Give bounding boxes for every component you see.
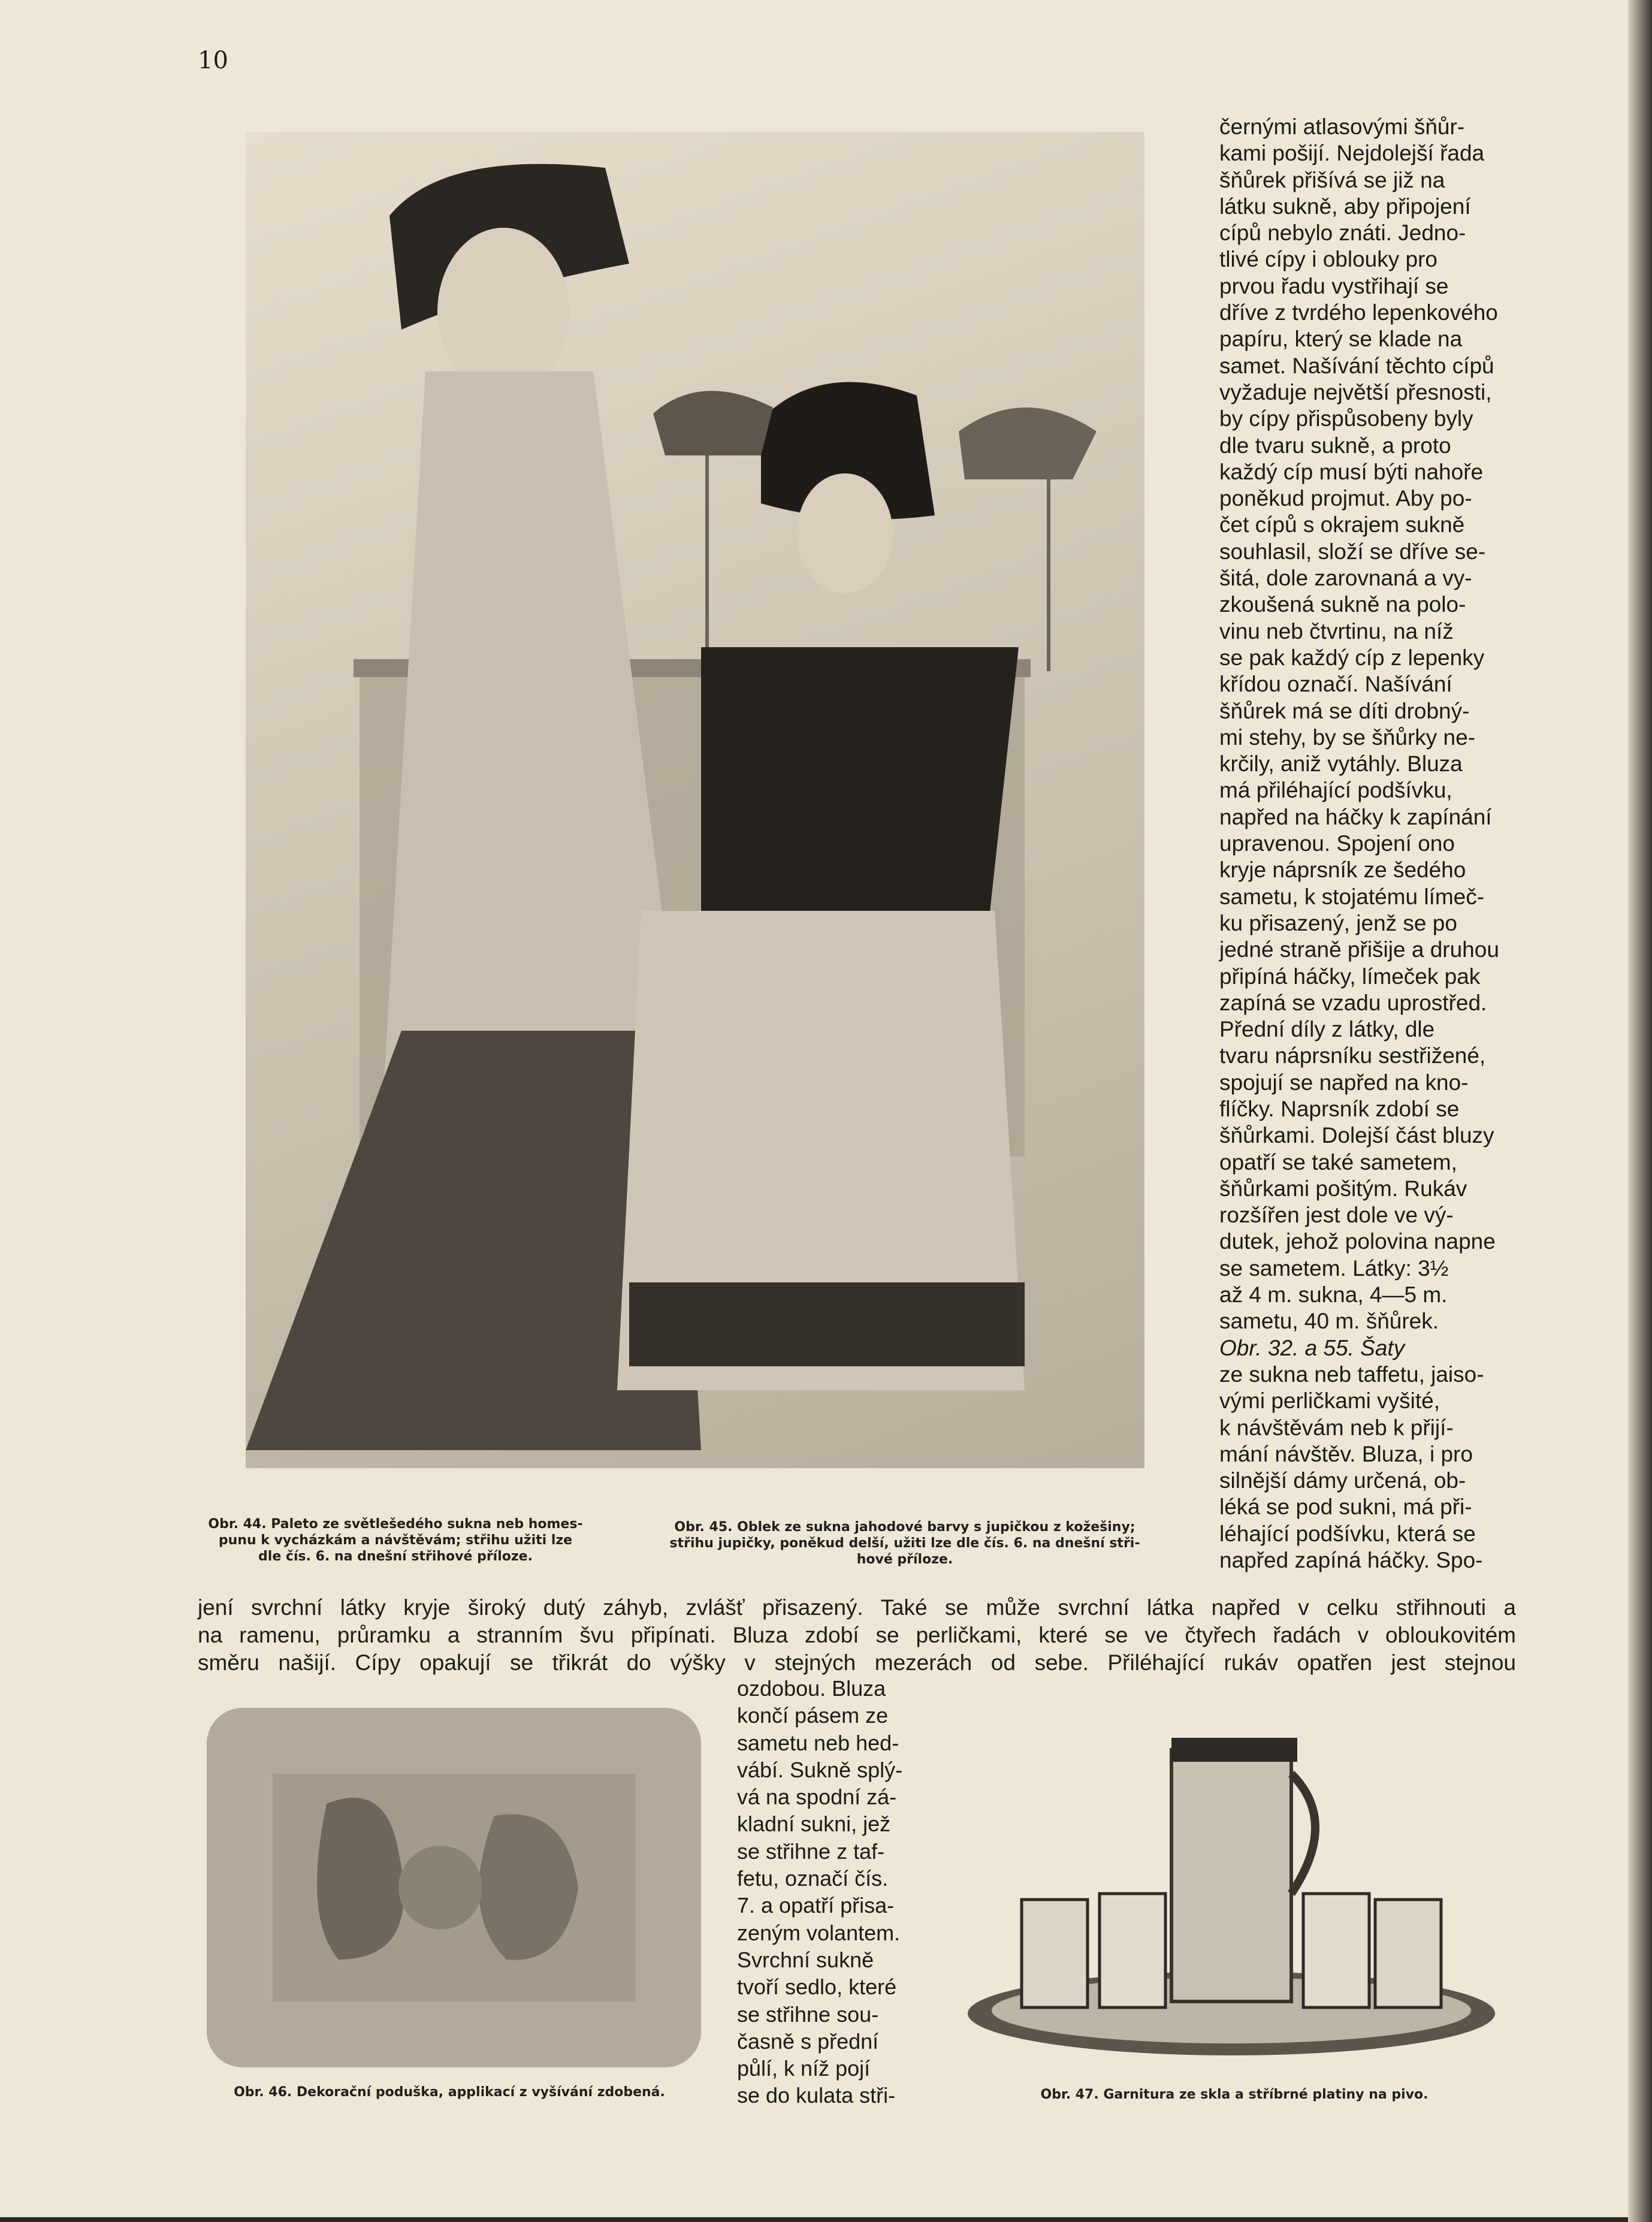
text-line: na ramenu, průramku a stranním švu připínati. Bluza zdobí se perličkami, které se ve čtyřech řadách v obloukovitém	[198, 1623, 1516, 1647]
text-line: směru našijí. Cípy opakují se třikrát do výšky v stejných mezerách od sebe. Přiléhající rukáv opatřen jest stejnou	[198, 1650, 1516, 1675]
caption-fig44	[198, 1516, 593, 1565]
text-line: zeným volantem.	[737, 1920, 901, 1945]
decorative-pillow-icon	[207, 1708, 701, 2067]
text-line: by cípy přispůsobeny byly	[1219, 406, 1473, 431]
text-line: každý cíp musí býti nahoře	[1219, 459, 1484, 484]
caption-line: punu k vycházkám a návštěvám; střihu užiti lze	[218, 1533, 573, 1548]
text-line: dle tvaru sukně, a proto	[1219, 433, 1451, 458]
text-line: vyžaduje největší přesnosti,	[1219, 379, 1492, 404]
text-line: se střihne z taf-	[737, 1838, 885, 1864]
text-line: kryje náprsník ze šedého	[1219, 858, 1466, 883]
text-line: čet cípů s okrajem sukně	[1219, 512, 1465, 538]
text-line: ku přisazený, jenž se po	[1219, 910, 1457, 935]
text-line: má přiléhající podšívku,	[1219, 778, 1452, 803]
caption-line: střihu jupičky, poněkud delší, užiti lze dle čís. 6. na dnešní stři-	[669, 1536, 1140, 1551]
pillow-illustration	[207, 1708, 701, 2067]
text-line: k návštěvám neb k přijí-	[1219, 1415, 1454, 1440]
text-line: tlivé cípy i oblouky pro	[1219, 247, 1438, 272]
text-line: mání návštěv. Bluza, i pro	[1219, 1441, 1473, 1466]
text-line: Přední díly z látky, dle	[1219, 1017, 1435, 1042]
text-line: napřed na háčky k zapínání	[1219, 804, 1492, 829]
text-line: opatří se také sametem,	[1219, 1149, 1457, 1175]
fashion-illustration-two-women-icon	[246, 132, 1144, 1468]
text-line: se sametem. Látky: 3½	[1219, 1255, 1449, 1281]
page-number: 10	[198, 47, 228, 74]
text-line: fetu, označí čís.	[737, 1866, 889, 1891]
text-line: zapíná se vzadu uprostřed.	[1219, 990, 1487, 1015]
caption-line: hové příloze.	[856, 1552, 953, 1567]
caption-line: dle čís. 6. na dnešní střihové příloze.	[258, 1549, 533, 1564]
text-line: končí pásem ze	[737, 1703, 889, 1728]
text-line: látku sukně, aby připojení	[1219, 194, 1471, 219]
text-line: kami pošijí. Nejdolejší řada	[1219, 141, 1485, 166]
beer-set-illustration	[956, 1714, 1507, 2064]
text-line: připíná háčky, límeček pak	[1219, 964, 1481, 989]
caption-fig47: Obr. 47. Garnitura ze skla a stříbrné platiny na pivo.	[1040, 2087, 1428, 2102]
right-column-text	[1219, 114, 1510, 1574]
caption-fig45	[644, 1519, 1165, 1568]
text-line: mi stehy, by se šňůrky ne-	[1219, 724, 1476, 750]
text-line: sametu neb hed-	[737, 1730, 899, 1755]
text-line: šňůrkami pošitým. Rukáv	[1219, 1176, 1467, 1201]
caption-line: Obr. 44. Paleto ze světlešedého sukna neb homes-	[208, 1517, 583, 1532]
text-line: papíru, který se klade na	[1219, 327, 1463, 352]
text-line: šňůrkami. Dolejší část bluzy	[1219, 1123, 1494, 1148]
text-line: tvaru náprsníku sestřižené,	[1219, 1043, 1486, 1068]
text-line: cípů nebylo znáti. Jedno-	[1219, 221, 1466, 246]
text-line: vábí. Sukně splý-	[737, 1757, 903, 1782]
text-line: sametu, k stojatému límeč-	[1219, 884, 1485, 909]
text-line: 7. a opatří přisa-	[737, 1893, 895, 1918]
text-line: vá na spodní zá-	[737, 1785, 897, 1810]
text-line: se střihne sou-	[737, 2001, 879, 2027]
text-line: Svrchní sukně	[737, 1947, 874, 1972]
page-edge-shadow	[1628, 0, 1652, 2222]
text-line: silnější dámy určená, ob-	[1219, 1468, 1466, 1493]
text-line: křídou označí. Našívání	[1219, 672, 1452, 697]
text-line: dříve z tvrdého lepenkového	[1219, 300, 1498, 325]
text-line: kladní sukni, jež	[737, 1812, 891, 1837]
text-line: ze sukna neb taffetu, jaiso-	[1219, 1361, 1484, 1387]
text-line: léhající podšívku, která se	[1219, 1521, 1476, 1546]
text-line: ozdobou. Bluza	[737, 1676, 886, 1701]
text-line: jení svrchní látky kryje široký dutý záhyb, zvlášť přisazený. Také se může svrchní látka napřed v celku střihnouti a	[198, 1595, 1516, 1620]
caption-fig46: Obr. 46. Dekorační poduška, applikací z vyšívání zdobená.	[234, 2085, 665, 2100]
text-line: tvoří sedlo, které	[737, 1975, 897, 2000]
text-line: upravenou. Spojení ono	[1219, 831, 1455, 856]
text-line: léká se pod sukni, má při-	[1219, 1495, 1472, 1520]
text-line: flíčky. Naprsník zdobí se	[1219, 1096, 1460, 1121]
text-line: dutek, jehož polovina napne	[1219, 1229, 1496, 1254]
text-line: časně s přední	[737, 2028, 879, 2054]
wide-text-block	[198, 1594, 1516, 1677]
text-line: až 4 m. sukna, 4—5 m.	[1219, 1282, 1448, 1308]
text-line: vými perličkami vyšité,	[1219, 1388, 1440, 1414]
text-line: černými atlasovými šňůr-	[1219, 114, 1465, 139]
text-line: šňůrek má se díti drobný-	[1219, 698, 1470, 723]
text-line: šňůrek přišívá se již na	[1219, 167, 1445, 192]
text-line: rozšířen jest dole ve vý-	[1219, 1203, 1454, 1228]
middle-column-text	[737, 1675, 923, 2109]
text-line: jedné straně přišije a druhou	[1219, 937, 1499, 962]
text-line: půlí, k níž pojí	[737, 2056, 871, 2081]
text-line: se do kulata stři-	[737, 2083, 896, 2108]
text-line: vinu neb čtvrtinu, na níž	[1219, 618, 1454, 644]
text-line: sametu, 40 m. šňůrek.	[1219, 1309, 1439, 1334]
fashion-illustration	[246, 132, 1144, 1468]
text-line: poněkud projmut. Aby po-	[1219, 486, 1472, 511]
text-line: souhlasil, složí se dříve se-	[1219, 539, 1486, 564]
text-line: spojují se napřed na kno-	[1219, 1070, 1469, 1095]
text-line: šitá, dole zarovnaná a vy-	[1219, 566, 1472, 591]
text-line: krčily, aniž vytáhly. Bluza	[1219, 751, 1463, 777]
text-line: zkoušená sukně na polo-	[1219, 592, 1466, 617]
text-line: napřed zapíná háčky. Spo-	[1219, 1548, 1483, 1573]
text-line: samet. Našívání těchto cípů	[1219, 353, 1494, 378]
text-line: prvou řadu vystřihají se	[1219, 273, 1449, 298]
text-line: Obr. 32. a 55. Šaty	[1219, 1335, 1405, 1360]
text-line: se pak každý cíp z lepenky	[1219, 645, 1485, 670]
caption-line: Obr. 45. Oblek ze sukna jahodové barvy s jupičkou z kožešiny;	[674, 1520, 1135, 1535]
beer-set-jug-glasses-tray-icon	[956, 1714, 1507, 2064]
